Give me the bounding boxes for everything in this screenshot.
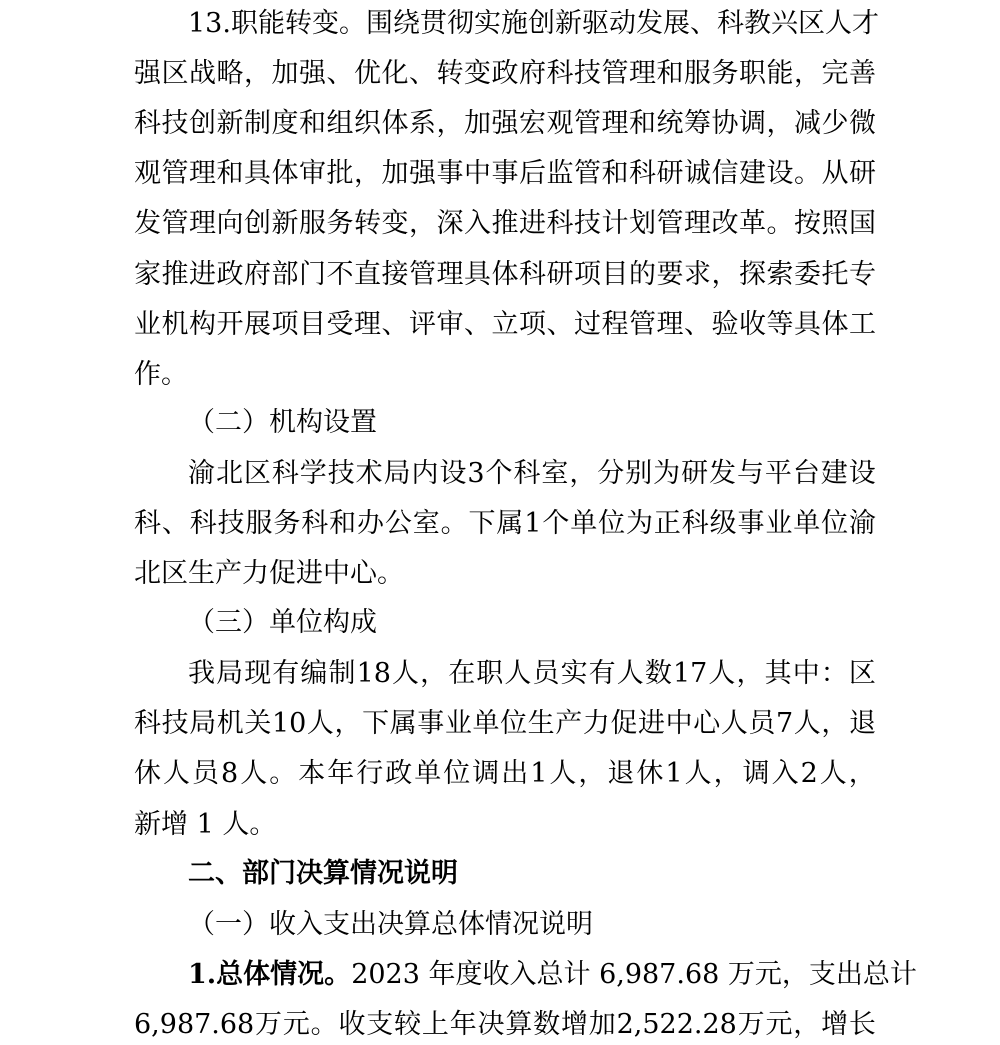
text-line: 发 管 理 向 创 新 服 务 转 变 ， 深 入 推 进 科 技 计 划 管 理 改 革 。 按 照 国 <box>134 208 876 239</box>
overall-line-1 <box>188 955 917 995</box>
text-line: 休 人 员 8 人 。 本 年 行 政 单 位 调 出 1 人 ， 退 休 1 人 ， 调 入 2 人 ， <box>134 758 876 789</box>
text-line: 观 管 理 和 具 体 审 批 ， 加 强 事 中 事 后 监 管 和 科 研 诚 信 建 设 。 从 研 <box>134 158 876 189</box>
text-line: 家 推 进 政 府 部 门 不 直 接 管 理 具 体 科 研 项 目 的 要 求 ， 探 索 委 托 专 <box>134 259 876 290</box>
text-line: 作。 <box>134 359 188 390</box>
text-line: 科 技 局 机 关 10 人 ， 下 属 事 业 单 位 生 产 力 促 进 中 心 人 员 7 人 ， 退 <box>134 708 876 739</box>
chapter-heading: 二、部门决算情况说明 <box>188 858 458 889</box>
text-line: 科 、 科 技 服 务 科 和 办 公 室 。 下 属 1 个 单 位 为 正 科 级 事 业 单 位 渝 <box>134 508 876 539</box>
overall-line-1-rest: 2023 年度收入总计 6,987.68 万元，支出总计 <box>351 959 917 990</box>
text-line: 6,987.68 万 元 。 收 支 较 上 年 决 算 数 增 加 2,522.28 万 元 ， 增 长 <box>134 1009 876 1040</box>
text-line: 强 区 战 略 ， 加 强 、 优 化 、 转 变 政 府 科 技 管 理 和 服 务 职 能 ， 完 善 <box>134 58 876 89</box>
section-heading-staff: （三）单位构成 <box>188 607 377 638</box>
section-heading-org: （二）机构设置 <box>188 407 377 438</box>
text-line: 北区生产力促进中心。 <box>134 558 404 589</box>
text-line: 我 局 现 有 编 制 18 人 ， 在 职 人 员 实 有 人 数 17 人 ， 其 中 ： 区 <box>188 658 876 689</box>
overall-lead: 1.总体情况。 <box>188 959 352 990</box>
section-heading-income-expense: （一）收入支出决算总体情况说明 <box>188 909 593 940</box>
text-line: 13. 职 能 转 变 。 围 绕 贯 彻 实 施 创 新 驱 动 发 展 、 科 教 兴 区 人 才 <box>188 8 879 39</box>
text-line: 业 机 构 开 展 项 目 受 理 、 评 审 、 立 项 、 过 程 管 理 、 验 收 等 具 体 工 <box>134 309 876 340</box>
text-line: 科 技 创 新 制 度 和 组 织 体 系 ， 加 强 宏 观 管 理 和 统 筹 协 调 ， 减 少 微 <box>134 108 876 139</box>
text-line: 渝 北 区 科 学 技 术 局 内 设 3 个 科 室 ， 分 别 为 研 发 与 平 台 建 设 <box>188 458 876 489</box>
text-line: 新增 1 人。 <box>134 809 277 840</box>
